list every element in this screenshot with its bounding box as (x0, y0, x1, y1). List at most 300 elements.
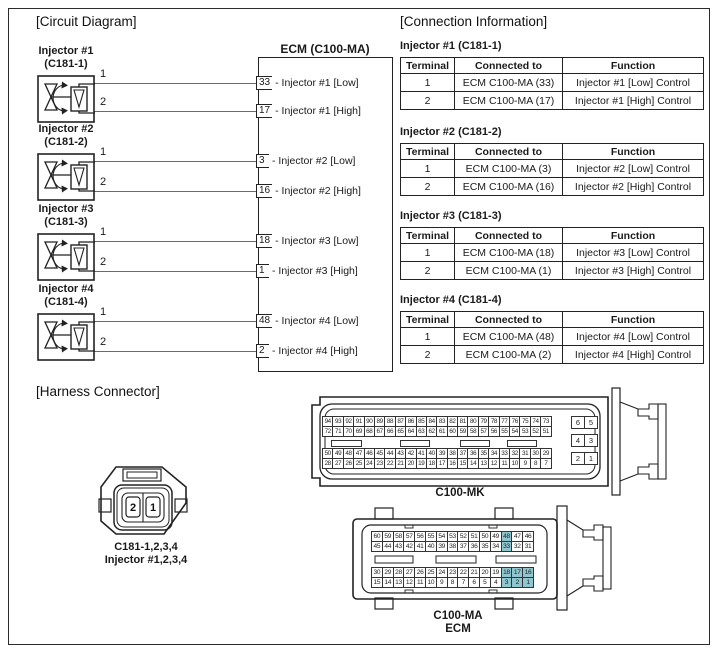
pin-cell: 23 (447, 567, 459, 578)
wire-injector3-high (94, 271, 259, 272)
pin-cell: 5 (584, 416, 598, 429)
pin-cell: 88 (384, 416, 395, 427)
column-header: Connected to (455, 144, 563, 160)
pin-cell: 43 (393, 541, 405, 552)
table-row (401, 328, 704, 346)
column-header: Terminal (401, 144, 455, 160)
pin-cell: 15 (371, 577, 383, 588)
pin-cell: 89 (374, 416, 385, 427)
pin-cell: 39 (436, 448, 447, 459)
pin-cell: 85 (416, 416, 427, 427)
ecm-pin-row (256, 344, 358, 358)
pin-cell-highlighted: 2 (511, 577, 523, 588)
pin-cell: 24 (364, 458, 375, 469)
injector-symbol (37, 233, 95, 281)
column-header: Terminal (401, 312, 455, 328)
c100ma-label: C100-MA (433, 610, 483, 622)
pin-cell: 32 (511, 541, 523, 552)
table-header-row (401, 312, 704, 328)
pin-row (371, 541, 534, 552)
injector-name: Injector #4 (38, 283, 94, 295)
table-cell: ECM C100-MA (2) (455, 346, 563, 364)
harness-connector-heading: [Harness Connector] (36, 384, 160, 399)
c100mk-key-tab (460, 440, 490, 447)
pin-cell: 45 (371, 541, 383, 552)
pin-cell: 49 (490, 531, 502, 542)
pin-cell: 10 (425, 577, 437, 588)
pin-cell-highlighted: 16 (522, 567, 534, 578)
c100ma-connector-drawing (350, 503, 676, 615)
pin-cell: 30 (371, 567, 383, 578)
injector4-title (22, 283, 110, 309)
pin-cell: 79 (478, 416, 489, 427)
table-cell: ECM C100-MA (16) (455, 178, 563, 196)
pin-cell: 9 (519, 458, 530, 469)
pin-cell: 32 (509, 448, 520, 459)
table-cell: ECM C100-MA (33) (455, 74, 563, 92)
c181-pin-1: 1 (149, 502, 157, 514)
pin-cell: 42 (405, 448, 416, 459)
pin-cell: 12 (488, 458, 499, 469)
table-cell: Injector #1 [Low] Control (563, 74, 704, 92)
pin-cell: 56 (414, 531, 426, 542)
column-header: Function (563, 58, 704, 74)
pin-row (571, 434, 598, 447)
pin-cell: 35 (478, 448, 489, 459)
c181-connector-drawing (98, 464, 188, 538)
connection-table-title: Injector #3 (C181-3) (400, 210, 502, 222)
pin-cell-highlighted: 48 (501, 531, 513, 542)
pin-cell: 65 (395, 426, 406, 437)
pin-cell: 14 (382, 577, 394, 588)
ecm-pin-label: - Injector #2 [High] (275, 185, 361, 197)
pin-cell: 4 (490, 577, 502, 588)
pin-cell: 15 (457, 458, 468, 469)
pin-cell: 55 (425, 531, 437, 542)
terminal-number: 1 (100, 226, 107, 238)
c100mk-key-tab (331, 440, 362, 447)
c100ma-pin-grid-top (371, 531, 534, 552)
pin-cell: 4 (571, 434, 585, 447)
ecm-pin-label: - Injector #3 [Low] (275, 235, 359, 247)
pin-cell: 24 (436, 567, 448, 578)
table-cell: ECM C100-MA (1) (455, 262, 563, 280)
pin-cell: 5 (479, 577, 491, 588)
injector-connector-id: (C181-1) (44, 58, 88, 70)
table-cell: Injector #4 [High] Control (563, 346, 704, 364)
pin-cell: 78 (488, 416, 499, 427)
pin-cell: 38 (447, 448, 458, 459)
pin-cell: 57 (403, 531, 415, 542)
ecm-pin-row (256, 76, 359, 90)
pin-cell: 91 (353, 416, 364, 427)
pin-cell: 3 (584, 434, 598, 447)
pin-cell: 40 (425, 541, 437, 552)
pin-cell: 38 (447, 541, 459, 552)
pin-cell: 26 (414, 567, 426, 578)
ecm-pin-label: - Injector #3 [High] (272, 265, 358, 277)
table-row (401, 346, 704, 364)
table-cell: 1 (401, 244, 455, 262)
terminal-number: 2 (100, 96, 107, 108)
pin-cell: 22 (457, 567, 469, 578)
table-row (401, 74, 704, 92)
pin-cell: 50 (322, 448, 333, 459)
pin-cell: 22 (384, 458, 395, 469)
pin-cell: 18 (426, 458, 437, 469)
pin-cell: 17 (436, 458, 447, 469)
pin-cell: 46 (522, 531, 534, 542)
injector-name: Injector #3 (38, 203, 94, 215)
pin-cell: 36 (468, 541, 480, 552)
c181-label-line1: C181-1,2,3,4 (114, 541, 178, 553)
pin-cell: 66 (384, 426, 395, 437)
pin-row (371, 577, 534, 588)
ecm-pin-box: 18 (256, 234, 272, 248)
pin-cell: 75 (519, 416, 530, 427)
pin-cell: 37 (457, 448, 468, 459)
ecm-pin-label: - Injector #4 [Low] (275, 315, 359, 327)
table-cell: 2 (401, 262, 455, 280)
injector3-title (22, 203, 110, 229)
connection-table (400, 143, 704, 196)
ecm-pin-box: 2 (256, 344, 269, 358)
pin-cell: 1 (584, 452, 598, 465)
pin-cell: 23 (374, 458, 385, 469)
terminal-number: 2 (100, 176, 107, 188)
wire-injector1-low (94, 83, 259, 84)
ecm-pin-box: 1 (256, 264, 269, 278)
c100mk-label: C100-MK (435, 487, 485, 499)
connection-table-title: Injector #4 (C181-4) (400, 294, 502, 306)
pin-cell: 53 (519, 426, 530, 437)
c100ma-sublabel: ECM (445, 623, 471, 635)
connection-table-injector3 (400, 210, 705, 280)
pin-cell: 19 (416, 458, 427, 469)
table-row (401, 160, 704, 178)
pin-cell: 81 (457, 416, 468, 427)
pin-cell: 69 (353, 426, 364, 437)
ecm-pin-box: 33 (256, 76, 272, 90)
pin-cell: 35 (479, 541, 491, 552)
pin-cell: 25 (425, 567, 437, 578)
wire-injector4-high (94, 351, 259, 352)
column-header: Connected to (455, 58, 563, 74)
pin-cell-highlighted: 33 (501, 541, 513, 552)
pin-cell: 54 (509, 426, 520, 437)
pin-cell: 13 (393, 577, 405, 588)
pin-cell: 47 (511, 531, 523, 542)
table-cell: Injector #1 [High] Control (563, 92, 704, 110)
pin-row (322, 458, 552, 469)
pin-cell: 37 (457, 541, 469, 552)
c181-label (98, 541, 194, 567)
table-row (401, 244, 704, 262)
table-cell: ECM C100-MA (3) (455, 160, 563, 178)
wire-injector2-low (94, 161, 259, 162)
pin-cell: 20 (479, 567, 491, 578)
injector-symbol (37, 313, 95, 361)
pin-cell: 72 (322, 426, 333, 437)
pin-cell: 68 (364, 426, 375, 437)
pin-cell: 9 (436, 577, 448, 588)
wire-injector1-high (94, 111, 259, 112)
pin-cell: 41 (414, 541, 426, 552)
pin-cell: 52 (530, 426, 541, 437)
pin-cell: 13 (478, 458, 489, 469)
pin-cell: 45 (374, 448, 385, 459)
pin-cell: 94 (322, 416, 333, 427)
pin-cell: 62 (426, 426, 437, 437)
pin-cell: 92 (343, 416, 354, 427)
pin-cell: 64 (405, 426, 416, 437)
c181-pin-2: 2 (129, 502, 137, 514)
injector-symbol (37, 75, 95, 123)
table-cell: Injector #3 [High] Control (563, 262, 704, 280)
pin-cell: 70 (343, 426, 354, 437)
connection-table-injector1 (400, 40, 705, 110)
pin-cell: 21 (468, 567, 480, 578)
wire-injector2-high (94, 191, 259, 192)
pin-cell-highlighted: 17 (511, 567, 523, 578)
pin-cell: 39 (436, 541, 448, 552)
ecm-title: ECM (C100-MA) (280, 42, 370, 56)
pin-cell: 7 (457, 577, 469, 588)
table-cell: Injector #2 [Low] Control (563, 160, 704, 178)
ecm-pin-row (256, 264, 358, 278)
pin-cell: 71 (332, 426, 343, 437)
c100mk-key-tab (507, 440, 537, 447)
pin-cell: 60 (447, 426, 458, 437)
terminal-number: 1 (100, 306, 107, 318)
ecm-pin-box: 3 (256, 154, 269, 168)
terminal-number: 1 (100, 68, 107, 80)
pin-cell: 43 (395, 448, 406, 459)
pin-cell: 67 (374, 426, 385, 437)
injector-name: Injector #2 (38, 123, 94, 135)
table-row (401, 178, 704, 196)
ecm-pin-box: 48 (256, 314, 272, 328)
ecm-pin-label: - Injector #1 [Low] (275, 77, 359, 89)
wire-injector3-low (94, 241, 259, 242)
pin-cell: 30 (530, 448, 541, 459)
table-cell: 1 (401, 160, 455, 178)
ecm-pin-label: - Injector #2 [Low] (272, 155, 356, 167)
pin-cell: 26 (343, 458, 354, 469)
table-cell: Injector #3 [Low] Control (563, 244, 704, 262)
pin-cell: 93 (332, 416, 343, 427)
pin-cell: 52 (457, 531, 469, 542)
pin-cell: 27 (332, 458, 343, 469)
circuit-diagram-heading: [Circuit Diagram] (36, 14, 137, 29)
pin-cell: 44 (384, 448, 395, 459)
pin-cell: 61 (436, 426, 447, 437)
pin-cell: 34 (490, 541, 502, 552)
c100mk-pin-grid-top (322, 416, 552, 437)
pin-cell: 33 (499, 448, 510, 459)
injector-connector-id: (C181-4) (44, 296, 88, 308)
pin-cell: 20 (405, 458, 416, 469)
injector1-title (22, 45, 110, 71)
table-header-row (401, 58, 704, 74)
pin-cell: 56 (488, 426, 499, 437)
connection-table-title: Injector #2 (C181-2) (400, 126, 502, 138)
ecm-pin-row (256, 314, 359, 328)
column-header: Function (563, 228, 704, 244)
pin-cell: 60 (371, 531, 383, 542)
pin-cell: 47 (353, 448, 364, 459)
connection-table-injector4 (400, 294, 705, 364)
ecm-pin-box: 17 (256, 104, 272, 118)
pin-cell: 50 (479, 531, 491, 542)
injector2-title (22, 123, 110, 149)
pin-cell: 76 (509, 416, 520, 427)
pin-cell: 55 (499, 426, 510, 437)
table-row (401, 262, 704, 280)
pin-cell: 28 (393, 567, 405, 578)
table-header-row (401, 228, 704, 244)
connection-table-injector2 (400, 126, 705, 196)
pin-cell: 54 (436, 531, 448, 542)
pin-cell: 42 (403, 541, 415, 552)
ecm-pin-label: - Injector #1 [High] (275, 105, 361, 117)
pin-cell: 25 (353, 458, 364, 469)
pin-cell: 44 (382, 541, 394, 552)
pin-cell: 12 (403, 577, 415, 588)
pin-cell: 29 (540, 448, 551, 459)
table-cell: 2 (401, 346, 455, 364)
ecm-pin-row (256, 154, 355, 168)
pin-cell: 51 (468, 531, 480, 542)
injector-symbol (37, 153, 95, 201)
pin-cell: 48 (343, 448, 354, 459)
pin-cell: 59 (457, 426, 468, 437)
pin-row (571, 416, 598, 429)
table-cell: ECM C100-MA (17) (455, 92, 563, 110)
pin-cell: 87 (395, 416, 406, 427)
column-header: Terminal (401, 58, 455, 74)
pin-cell: 86 (405, 416, 416, 427)
injector-connector-id: (C181-3) (44, 216, 88, 228)
table-cell: 2 (401, 178, 455, 196)
pin-cell: 83 (436, 416, 447, 427)
pin-cell: 53 (447, 531, 459, 542)
table-cell: ECM C100-MA (18) (455, 244, 563, 262)
column-header: Function (563, 312, 704, 328)
table-cell: Injector #2 [High] Control (563, 178, 704, 196)
pin-cell: 28 (322, 458, 333, 469)
pin-cell-highlighted: 18 (501, 567, 513, 578)
pin-cell: 40 (426, 448, 437, 459)
pin-cell: 90 (364, 416, 375, 427)
table-cell: ECM C100-MA (48) (455, 328, 563, 346)
pin-cell: 11 (414, 577, 426, 588)
table-header-row (401, 144, 704, 160)
table-row (401, 92, 704, 110)
pin-cell: 80 (467, 416, 478, 427)
ecm-pin-box: 16 (256, 184, 272, 198)
pin-cell: 16 (447, 458, 458, 469)
pin-cell: 8 (447, 577, 459, 588)
ecm-pin-label: - Injector #4 [High] (272, 345, 358, 357)
ecm-pin-row (256, 184, 361, 198)
c100mk-side-pin-grid (571, 416, 598, 470)
pin-cell-highlighted: 1 (522, 577, 534, 588)
pin-row (571, 452, 598, 465)
pin-cell: 59 (382, 531, 394, 542)
pin-cell: 57 (478, 426, 489, 437)
column-header: Connected to (455, 228, 563, 244)
pin-cell: 74 (530, 416, 541, 427)
connection-table (400, 311, 704, 364)
pin-cell: 31 (522, 541, 534, 552)
pin-cell: 29 (382, 567, 394, 578)
pin-cell: 34 (488, 448, 499, 459)
connection-table (400, 57, 704, 110)
pin-cell: 11 (499, 458, 510, 469)
pin-cell: 8 (530, 458, 541, 469)
ecm-pin-row (256, 234, 359, 248)
terminal-number: 1 (100, 146, 107, 158)
column-header: Terminal (401, 228, 455, 244)
ecm-pin-row (256, 104, 361, 118)
column-header: Connected to (455, 312, 563, 328)
c100ma-pin-grid-bottom (371, 567, 534, 588)
pin-cell: 49 (332, 448, 343, 459)
pin-row (322, 426, 552, 437)
injector-name: Injector #1 (38, 45, 94, 57)
connection-information-heading: [Connection Information] (400, 14, 548, 29)
pin-cell: 58 (467, 426, 478, 437)
table-cell: 1 (401, 74, 455, 92)
pin-cell: 46 (364, 448, 375, 459)
pin-cell: 51 (540, 426, 551, 437)
pin-cell: 36 (467, 448, 478, 459)
terminal-number: 2 (100, 256, 107, 268)
table-cell: Injector #4 [Low] Control (563, 328, 704, 346)
pin-cell: 31 (519, 448, 530, 459)
connection-table-title: Injector #1 (C181-1) (400, 40, 502, 52)
pin-cell: 27 (403, 567, 415, 578)
c100mk-pin-grid-bottom (322, 448, 552, 469)
pin-cell: 6 (571, 416, 585, 429)
pin-cell: 2 (571, 452, 585, 465)
pin-cell: 6 (468, 577, 480, 588)
pin-cell-highlighted: 3 (501, 577, 513, 588)
connection-table (400, 227, 704, 280)
column-header: Function (563, 144, 704, 160)
wire-injector4-low (94, 321, 259, 322)
pin-cell: 82 (447, 416, 458, 427)
pin-cell: 58 (393, 531, 405, 542)
pin-cell: 19 (490, 567, 502, 578)
table-cell: 1 (401, 328, 455, 346)
pin-cell: 84 (426, 416, 437, 427)
c181-label-line2: Injector #1,2,3,4 (104, 554, 188, 566)
pin-cell: 14 (467, 458, 478, 469)
pin-cell: 7 (540, 458, 551, 469)
pin-cell: 21 (395, 458, 406, 469)
c100mk-key-tab (400, 440, 430, 447)
pin-cell: 73 (540, 416, 551, 427)
pin-cell: 63 (416, 426, 427, 437)
pin-cell: 77 (499, 416, 510, 427)
pin-cell: 10 (509, 458, 520, 469)
terminal-number: 2 (100, 336, 107, 348)
injector-connector-id: (C181-2) (44, 136, 88, 148)
table-cell: 2 (401, 92, 455, 110)
pin-cell: 41 (416, 448, 427, 459)
